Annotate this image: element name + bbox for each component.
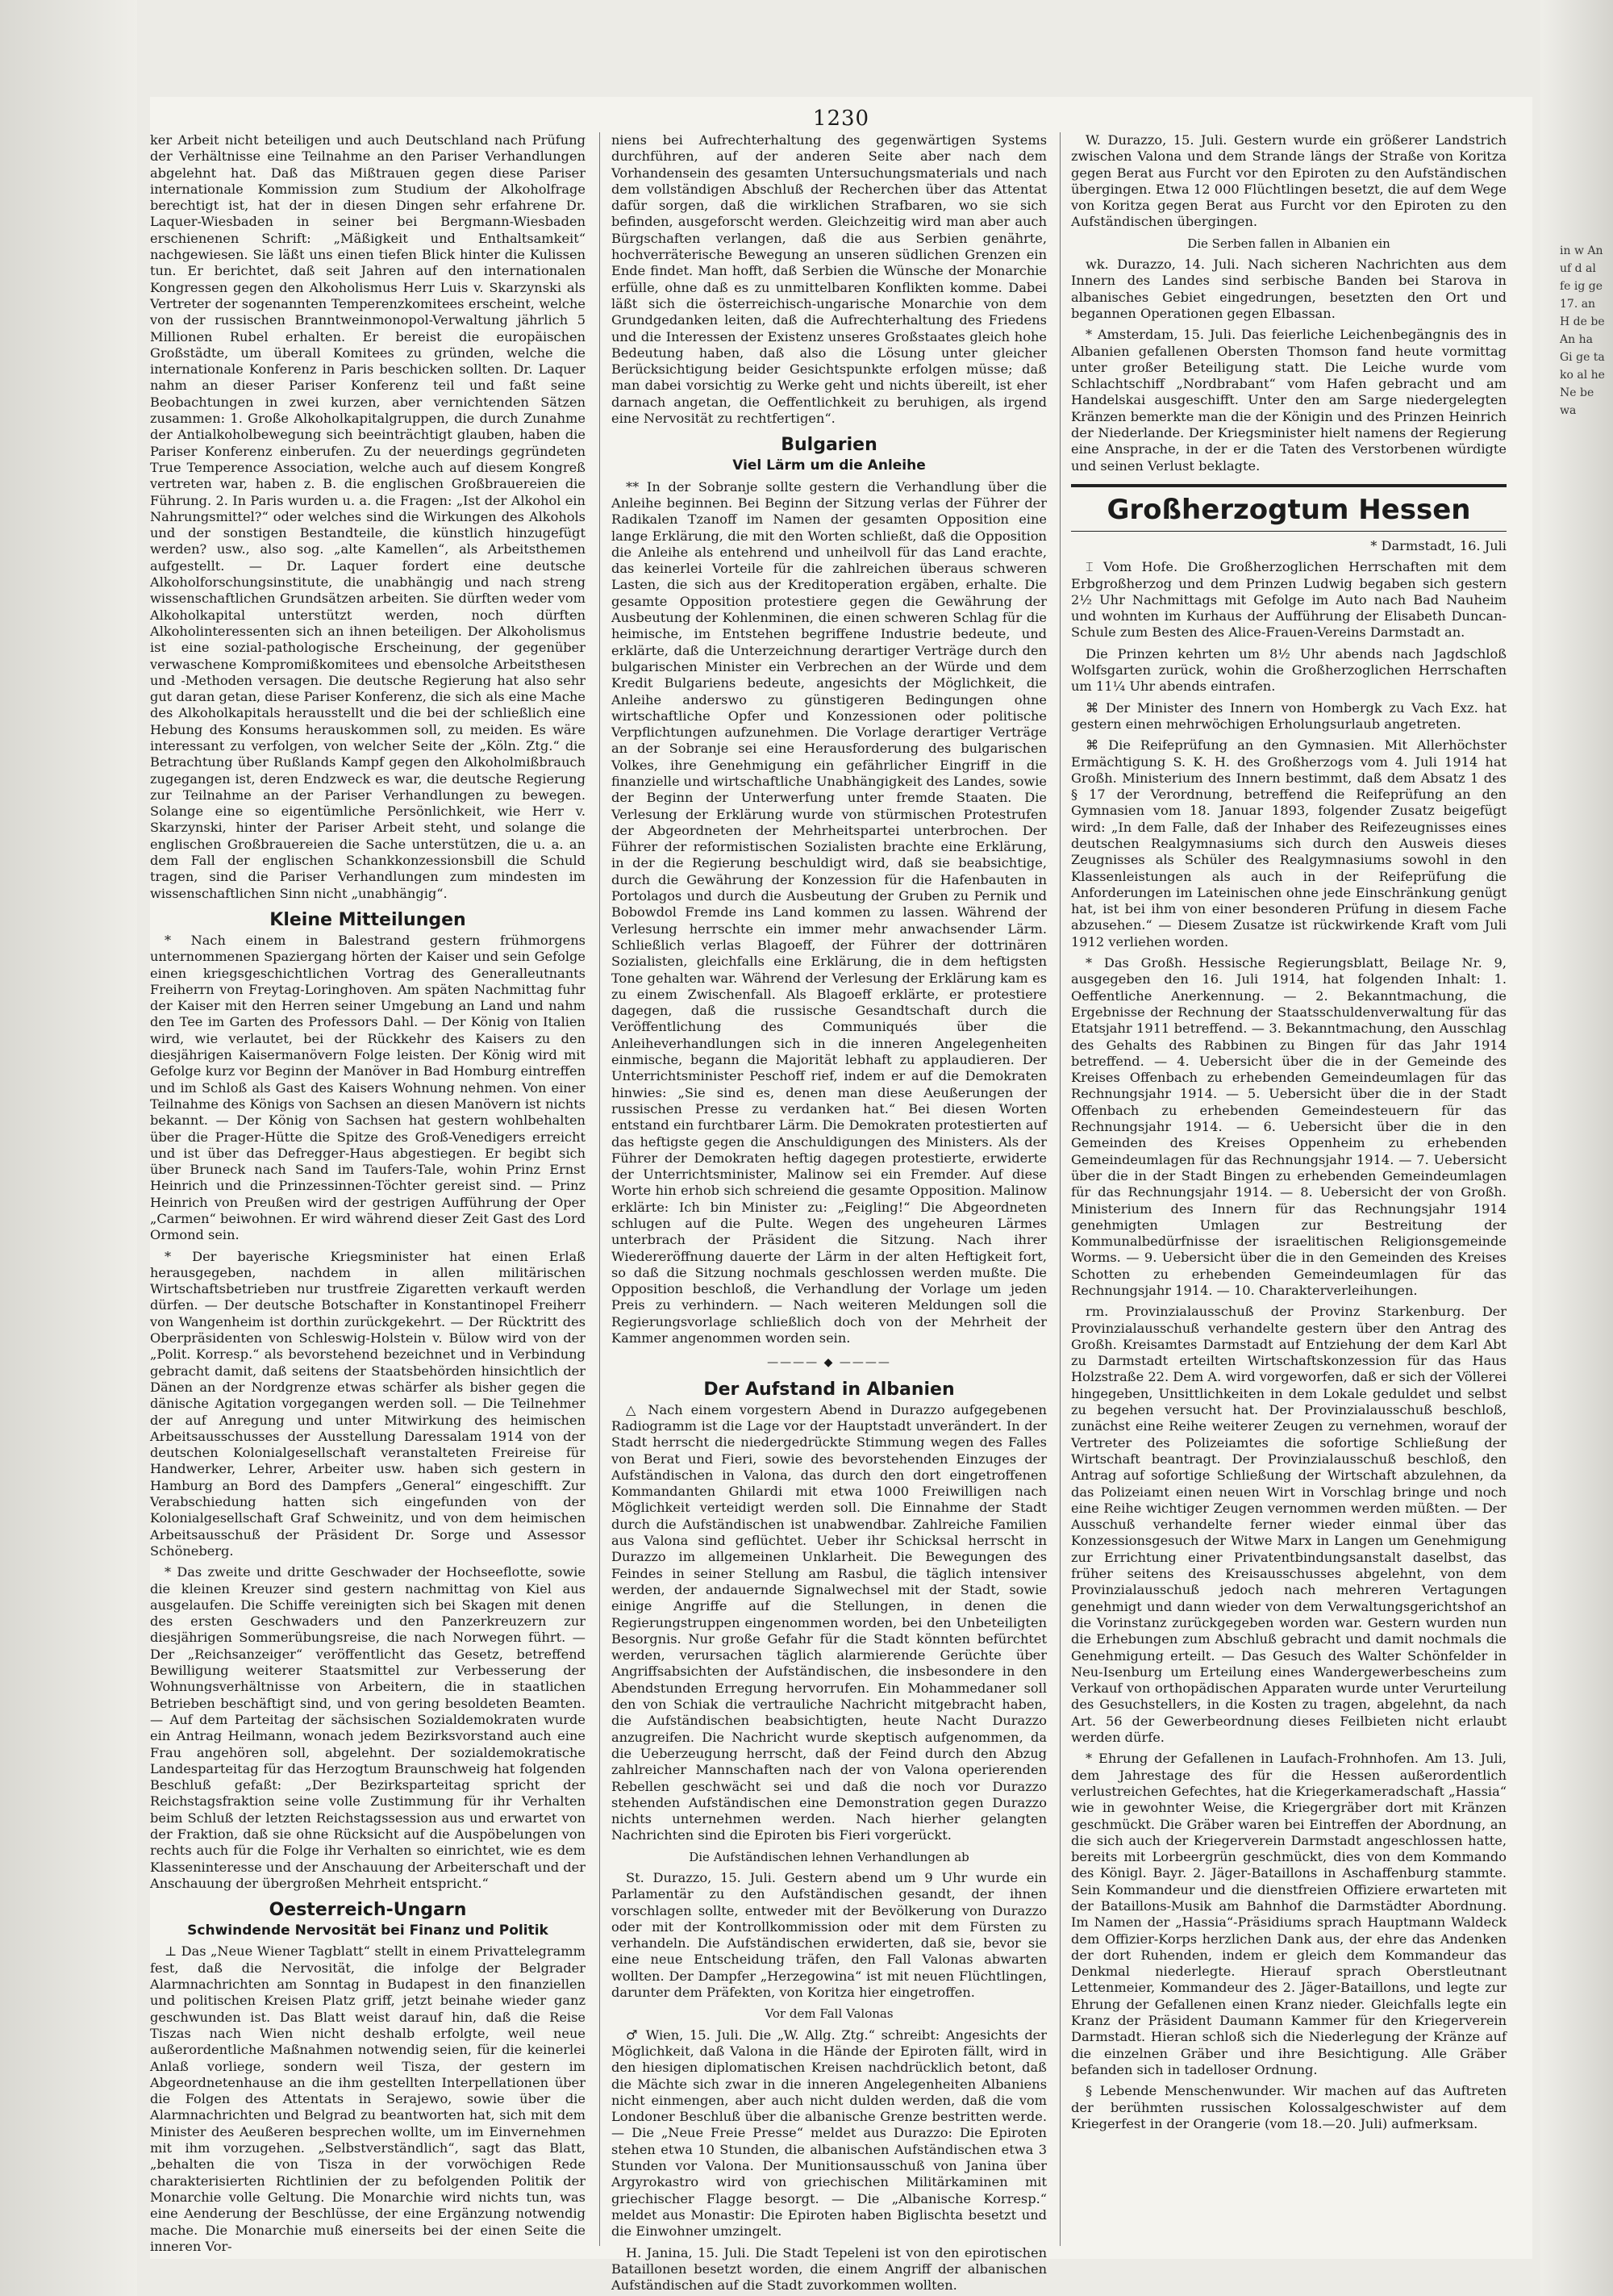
page-number: 1230: [812, 106, 870, 131]
article-paragraph: * Amsterdam, 15. Juli. Das feierliche Leichenbegängnis des in Albanien gefallenen Obersten Thomson fand heute vormittag unter großer Beteiligung statt. Die Leiche wurde vom Schlachtschiff „Nordbrabant“ vom Hafen gebracht und am Handelskai ausgeschifft. Unter den am Sarge niedergelegten Kränzen bemerkte man die der Königin und des Prinzen Heinrich der Niederlande. Der Kriegsminister hielt namens der Regierung eine Ansprache, in der er die Taten des Verstorbenen würdigte und seinen Verlust beklagte.: [1071, 327, 1507, 474]
section-heading-kleine-mitteilungen: Kleine Mitteilungen: [269, 909, 466, 930]
article-paragraph: St. Durazzo, 15. Juli. Gestern abend um 9 Uhr wurde ein Parlamentär zu den Aufständischen gesandt, der ihnen vorschlagen sollte, entweder mit der Bevölkerung von Durazzo oder mit der Kontrollkommission oder mit dem Fürsten zu verhandeln. Die Aufständischen erwiderten, daß sie, bevor sie eine neue Entscheidung träfen, den Fall Valonas abwarten wollten. Der Dampfer „Herzegowina“ ist mit neuen Flüchtlingen, darunter dem Präfekten, von Koritza hier eingetroffen.: [611, 1869, 1047, 2001]
article-paragraph: * Nach einem in Balestrand gestern frühmorgens unternommenen Spaziergang hörten der Kaiser und sein Gefolge einen kriegsgeschichtlichen Vortrag des Generalleutnants Freiherrn von Freytag-Loringhoven. Am späten Nachmittag fuhr der Kaiser mit den Herren seiner Umgebung an Land und nahm den Tee im Garten des Professors Dahl. — Der König von Italien wird, wie verlautet, bei der Rückkehr des Kaisers zu den diesjährigen Kaisermanövern Folge leisten. Der König wird mit Gefolge kurz vor Beginn der Manöver in Bad Homburg eintreffen und im Schloß als Gast des Kaisers Wohnung nehmen. Von einer Teilnahme des Königs von Sachsen an diesen Manövern ist nichts bekannt. — Der König von Sachsen hat gestern wohlbehalten über die Prager-Hütte die Spitze des Groß-Venedigers erreicht und ist über das Defregger-Haus abgestiegen. Er begibt sich über Bruneck nach Sand im Taufers-Tale, wohin Prinz Ernst Heinrich und die Prinzessinnen-Töchter gereist sind. — Prinz Heinrich von Preußen wird der gestrigen Aufführung der Oper „Carmen“ beiwohnen. Er wird während dieser Zeit Gast des Lord Ormond sein.: [150, 932, 586, 1243]
article-paragraph: ⌘ Der Minister des Innern von Hombergk zu Vach Exz. hat gestern einen mehrwöchigen Erholungsurlaub angetreten.: [1071, 699, 1507, 732]
article-paragraph: ⌘ Die Reifeprüfung an den Gymnasien. Mit Allerhöchster Ermächtigung S. K. H. des Großherzogs vom 4. Juli 1914 hat Großh. Ministerium des Innern bestimmt, daß dem Absatz 1 des § 17 der Verordnung, betreffend die Reifeprüfung an den Gymnasien vom 18. Januar 1893, folgender Zusatz beigefügt wird: „In dem Falle, daß der Inhaber des Reifezeugnisses eines deutschen Realgymnasiums sich durch den Ausweis dieses Zeugnisses als Schüler des Realgymnasiums sowohl in den Klassenleistungen als auch in der Reifeprüfung die Anforderungen im Lateinischen ohne jede Einschränkung genügt hat, ist bei ihm von einer besonderen Prüfung in diesem Fache abzusehen.“ — Diesem Zusatze ist rückwirkende Kraft vom Juli 1912 verliehen worden.: [1071, 737, 1507, 950]
section-heading-aufstand-albanien: Der Aufstand in Albanien: [703, 1379, 955, 1400]
column-rule: [599, 132, 600, 2246]
article-paragraph: * Das zweite und dritte Geschwader der Hochseeflotte, sowie die kleinen Kreuzer sind gestern nachmittag von Kiel aus ausgelaufen. Die Schiffe vereinigten sich bei Skagen mit denen des ersten Geschwaders und den Panzerkreuzern zur diesjährigen Sommerübungsreise, die nach Norwegen führt. — Der „Reichsanzeiger“ veröffentlicht das Gesetz, betreffend Bewilligung weiterer Staatsmittel zur Verbesserung der Wohnungsverhältnisse von Arbeitern, die in staatlichen Betrieben beschäftigt sind, und von gering besoldeten Beamten. — Auf dem Parteitag der sächsischen Sozialdemokraten wurde ein Antrag Heilmann, wonach jedem Bezirksvorstand auch eine Frau angehören soll, abgelehnt. Der sozialdemokratische Landesparteitag für das Herzogtum Braunschweig hat folgenden Beschluß gefaßt: „Der Bezirksparteitag spricht der Reichstagsfraktion seine volle Zustimmung für ihr Verhalten beim Schluß der letzten Reichstagssession aus und erwartet von der Fraktion, daß sie ohne Rücksicht auf die Auspöbelungen von rechts auch für die Folge ihr Verhalten so einrichtet, wie es dem Klasseninteresse und der Anschauung der Arbeiterschaft und der Anschauung der übergroßen Mehrheit entspricht.“: [150, 1564, 586, 1891]
article-paragraph: § Lebende Menschenwunder. Wir machen auf das Auftreten der berühmten russischen Kolossalgeschwister auf dem Kriegerfest in der Orangerie (vom 18.—20. Juli) aufmerksam.: [1071, 2083, 1507, 2131]
section-heading-oesterreich-ungarn: Oesterreich-Ungarn: [269, 1900, 467, 1921]
article-subheading: Vor dem Fall Valonas: [765, 2006, 894, 2022]
article-paragraph: wk. Durazzo, 14. Juli. Nach sicheren Nachrichten aus dem Innern des Landes sind serbische Banden bei Starova in albanisches Gebiet eingedrungen, besetzten den Ort und begannen Operationen gegen Elbassan.: [1071, 257, 1507, 321]
binding-left-shadow: [0, 0, 137, 2296]
article-paragraph: ⌶ Vom Hofe. Die Großherzoglichen Herrschaften mit dem Erbgroßherzog und dem Prinzen Ludwig begaben sich gestern 2½ Uhr Nachmittags mit Gefolge im Auto nach Bad Nauheim und wohnten im Kurhaus der Aufführung der Elisabeth Duncan-Schule zum Besten des Alice-Frauen-Vereins Darmstadt an.: [1071, 559, 1507, 641]
article-paragraph: rm. Provinzialausschuß der Provinz Starkenburg. Der Provinzialausschuß verhandelte gestern über den Antrag des Großh. Kreisamtes Darmstadt auf Entziehung der dem Karl Abt zu Darmstadt erteilten Wirtschaftskonzession für das Haus Holzstraße 22. Dem A. wird vorgeworfen, daß er sich der Völlerei hingegeben, Unsittlichkeiten in dem Lokale geduldet und selbst zu begehen versucht hat. Der Provinzialausschuß beschloß, zunächst eine Reihe weiterer Zeugen zu vernehmen, worauf der Vertreter des Polizeiamtes die sofortige Schließung der Wirtschaft beantragt. Der Provinzialausschuß beschloß, den Antrag auf sofortige Schließung der Wirtschaft abzulehnen, da das Polizeiamt einen neuen Wirt in Vorschlag bringe und noch eine Reihe wichtiger Zeugen vernommen werden müßten. — Der Ausschuß verhandelte ferner wieder einmal über das Konzessionsgesuch der Witwe Marx in Langen um Genehmigung zur Errichtung einer Privatentbindungsanstalt daselbst, das früher seitens des Kreisausschusses abgelehnt, von dem Provinzialausschuß jedoch nach mehreren Vertagungen genehmigt und dann wieder von dem Verwaltungsgerichtshof an die Vorinstanz zurückgegeben worden war. Gestern wurden nun die Erhebungen zum Abschluß gebracht und damit nochmals die Genehmigung erteilt. — Das Gesuch des Walter Schönfelder in Neu-Isenburg um Erteilung eines Wandergewerbescheins zum Verkauf von orthopädischen Apparaten wurde unter Verurteilung des Gesuchstellers, in die Kosten zu tragen, abgelehnt, da nach Art. 56 der Gewerbeordnung dieses Feilbieten nicht erlaubt werden dürfe.: [1071, 1304, 1507, 1746]
article-paragraph: ♂ Wien, 15. Juli. Die „W. Allg. Ztg.“ schreibt: Angesichts der Möglichkeit, daß Valona in die Hände der Epiroten fällt, wird in den hiesigen diplomatischen Kreisen nachdrücklich betont, daß die Mächte sich zwar in die inneren Angelegenheiten Albaniens nicht einmengen, aber auch nicht dulden werden, daß die vom Londoner Beschluß über die albanische Grenze bestritten werde. — Die „Neue Freie Presse“ meldet aus Durazzo: Die Epiroten stehen etwa 10 Stunden, die albanischen Aufständischen etwa 3 Stunden vor Valona. Der Munitionsausschuß von Janina über Argyrokastro wird von griechischen Militärkaminen mit griechischer Flagge besorgt. — Die „Albanische Korresp.“ meldet aus Monastir: Die Epiroten haben Biglischta besetzt und die Einwohner umzingelt.: [611, 2027, 1047, 2240]
article-paragraph: W. Durazzo, 15. Juli. Gestern wurde ein größerer Landstrich zwischen Valona und dem Strande längs der Straße von Koritza gegen Berat aus Furcht vor den Epiroten zu den Aufständischen übergingen. Etwa 12 000 Flüchtlingen besetzt, die auf dem Wege von Koritza gegen Berat aus Furcht vor den Epiroten zu den Aufständischen übergingen.: [1071, 132, 1507, 230]
column-3: [1071, 132, 1507, 2246]
article-paragraph: △ Nach einem vorgestern Abend in Durazzo aufgegebenen Radiogramm ist die Lage vor der Hauptstadt unverändert. In der Stadt herrscht die niedergedrückte Stimmung wegen des Falles von Berat und Fieri, sowie des bevorstehenden Einzuges der Aufständischen in Valona, das durch den dort eingetroffenen Kommandanten Ghilardi mit etwa 1000 Freiwilligen nach Möglichkeit verteidigt werden soll. Die Einnahme der Stadt durch die Aufständischen ist unabwendbar. Zahlreiche Familien aus Valona sind geflüchtet. Ueber ihr Schicksal herrscht in Durazzo im allgemeinen Unklarheit. Die Bewegungen des Feindes in seiner Stellung am Rasbul, die täglich intensiver werden, der andauernde Signalwechsel mit der Stadt, sowie einige Angriffe auf die Stellungen, in denen die Regierungstruppen eingenommen worden, bei den Unbeteiligten Besorgnis. Nur große Gefahr für die Stadt könnten befürchtet werden, verursachen täglich alarmierende Gerüchte über Angriffsabsichten der Aufständischen, die insbesondere in den Abendstunden Erregung hervorrufen. Ein Mohammedaner soll den von Schiak die vertrauliche Nachricht mitgebracht haben, die Aufständischen beabsichtigten, heute Nacht Durazzo anzugreifen. Die Nachricht wurde skeptisch aufgenommen, da die Ueberzeugung herrscht, daß der Feind durch den Abzug zahlreicher Mannschaften nach der von Valona operierenden Rebellen geschwächt sei und daß die noch vor Durazzo stehenden Aufständischen eine Demonstration gegen Durazzo nichts unternehmen werden. Nach hierher gelangten Nachrichten sind die Epiroten bis Fieri vorgerückt.: [611, 1401, 1047, 1843]
article-paragraph: * Ehrung der Gefallenen in Laufach-Frohnhofen. Am 13. Juli, dem Jahrestage des für die Hessen außerordentlich verlustreichen Gefechtes, hat die Kriegerkameradschaft „Hassia“ wie in gewohnter Weise, die Kriegergräber dort mit Kränzen geschmückt. Die Gräber waren bei Eintreffen der Abordnung, an die sich auch der Kriegerverein Darmstadt angeschlossen hatte, bereits mit Lorbeergrün geschmückt, dies von dem Kommando des Königl. Bayr. 2. Jäger-Bataillons in Aschaffenburg stammte. Sein Kommandeur und die dienstfreien Offiziere erwarteten mit der Bataillons-Musik am Bahnhof die Darmstädter Abordnung. Im Namen der „Hassia“-Präsidiums sprach Hauptmann Waldeck dem Offizier-Korps herzlichen Dank aus, der ehre das Andenken der dort Ruhenden, indem er gleich dem Kommandeur das Denkmal niederlegte. Hierauf sprach Oberstleutnant Lettenmeier, Kommandeur des 2. Jäger-Bataillons, und legte zur Ehrung der Gefallenen einen Kranz nieder. Gleichfalls legte ein Kranz der Präsident Daumann Kammer für den Kriegerverein Darmstadt. Hieran schloß sich die Niederlegung der Kränze auf die einzelnen Gräber und ihre Besichtigung. Alle Gräber befanden sich in tadelloser Ordnung.: [1071, 1751, 1507, 2077]
article-paragraph: H. Janina, 15. Juli. Die Stadt Tepeleni ist von den epirotischen Bataillonen besetzt worden, die einem Angriff der albanischen Aufständischen auf die Stadt zuvorkommen wollten.: [611, 2244, 1047, 2294]
column-2: [611, 132, 1047, 2294]
article-headline: Viel Lärm um die Anleihe: [732, 457, 926, 474]
article-paragraph: ⊥ Das „Neue Wiener Tagblatt“ stellt in einem Privattelegramm fest, daß die Nervosität, die infolge der Belgrader Alarmnachrichten am Sonntag in Budapest in den finanziellen und politischen Kreisen Platz griff, jetzt beinahe wieder ganz geschwunden ist. Das Blatt weist darauf hin, daß die Reise Tiszas nach Wien nicht deshalb erfolgte, weil neue außerordentliche Maßnahmen notwendig seien, für die keinerlei Anlaß vorliege, sondern weil Tisza, der gestern im Abgeordnetenhause an die ihm gestellten Interpellationen über die Folgen des Attentats in Serajewo, sowie über die Alarmnachrichten und Belgrad zu beantworten hat, sich mit dem Minister des Aeußeren besprechen wollte, um im Einvernehmen mit ihm vorzugehen. „Selbstverständlich“, sagt das Blatt, „behalten die von Tisza in der vorwöchigen Rede charakterisierten Richtlinien der zu befolgenden Politik der Monarchie volle Geltung. Die Monarchie wird nichts tun, was eine Aenderung der Beschlüsse, der eine Ergänzung notwendig mache. Die Monarchie muß einerseits bei der einen Seite die inneren Vor-: [150, 1943, 586, 2254]
section-divider: ———— ◆ ————: [767, 1356, 891, 1370]
article-headline: Schwindende Nervosität bei Finanz und Politik: [187, 1922, 548, 1939]
article-paragraph: * Das Großh. Hessische Regierungsblatt, Beilage Nr. 9, ausgegeben den 16. Juli 1914, hat folgenden Inhalt: 1. Oeffentliche Anerkennung. — 2. Bekanntmachung, die Ergebnisse der Rechnung der Staatsschuldenverwaltung für das Etatsjahr 1911 betreffend. — 3. Bekanntmachung, den Ausschlag des Gehalts des Rabbinen zu Bingen für das Jahr 1914 betreffend. — 4. Uebersicht über die in der Gemeinde des Kreises Offenbach zu erhebenden Gemeindeumlagen für das Rechnungsjahr 1914. — 5. Uebersicht über die in der Stadt Offenbach zu erhebenden Gemeindesteuern für das Rechnungsjahr 1914. — 6. Uebersicht über die in den Gemeinden des Kreises Oppenheim zu erhebenden Gemeindeumlagen für das Rechnungsjahr 1914. — 7. Uebersicht über die in der Stadt Bingen zu erhebenden Gemeindeumlagen für das Rechnungsjahr 1914. — 8. Uebersicht der von Großh. Ministerium des Innern für das Rechnungsjahr 1914 genehmigten Umlagen zur Bestreitung der Kommunalbedürfnisse der israelitischen Religionsgemeinde Worms. — 9. Uebersicht über die in den Gemeinden des Kreises Schotten zu erhebenden Gemeindeumlagen für das Rechnungsjahr 1914. — 10. Charakterverleihungen.: [1071, 955, 1507, 1298]
article-paragraph: * Der bayerische Kriegsminister hat einen Erlaß herausgegeben, nachdem in allen militärischen Wirtschaftsbetrieben nur trustfreie Zigaretten verkauft werden dürfen. — Der deutsche Botschafter in Konstantinopel Freiherr von Wangenheim ist dorthin zurückgekehrt. — Der Rücktritt des Oberpräsidenten von Schleswig-Holstein v. Bülow wird von der „Polit. Korresp.“ als bevorstehend bezeichnet und in Verbindung gebracht damit, daß seitens der Staatsbehörden hinsichtlich der Dänen an der Nordgrenze etwas schärfer als bisher gegen die dänische Agitation vorgegangen werden soll. — Die Teilnehmer der auf Anregung und unter Mitwirkung des heimischen Arbeitsausschusses der Ausstellung Daressalam 1914 von der deutschen Kolonialgesellschaft veranstalteten Freireise für Handwerker, Lehrer, Arbeiter usw. haben sich gestern in Hamburg an Bord des Dampfers „General“ eingeschifft. Zur Verabschiedung hatten sich eingefunden von der Kolonialgesellschaft Graf Schweinitz, und von dem heimischen Arbeitsausschuß der Präsident Dr. Sorge und Assessor Schöneberg.: [150, 1248, 586, 1559]
article-subheading: Die Serben fallen in Albanien ein: [1187, 236, 1390, 251]
section-heading-bulgarien: Bulgarien: [781, 435, 877, 456]
adjacent-page-edge-text: in w An uf d al fe ig ge 17. an H de be An ha Gi ge ta ko al he Ne be wa: [1560, 244, 1605, 417]
article-paragraph: ker Arbeit nicht beteiligen und auch Deutschland nach Prüfung der Verhältnisse eine Teilnahme an den Pariser Verhandlungen abgelehnt hat. Daß das Mißtrauen gegen diese Pariser internationale Kommission zum Studium der Alkoholfrage berechtigt ist, hat der in diesen Dingen sehr erfahrene Dr. Laquer-Wiesbaden in seiner bei Bergmann-Wiesbaden erschienenen Schrift: „Mäßigkeit und Enthaltsamkeit“ nachgewiesen. Sie läßt uns einen tiefen Blick hinter die Kulissen tun. Er berichtet, daß seit Jahren auf den internationalen Kongressen gegen den Alkoholismus Herr Luis v. Skarzynski als Vertreter der sogenannten Temperenzkomitees erscheint, welche von der russischen Branntweinmonopol-Verwaltung jährlich 5 Millionen Rubel erhalten. Er bereist die europäischen Großstädte, um überall Komitees zu gründen, welche die internationale Konferenz in Paris beschicken sollten. Dr. Laquer nahm an dieser Pariser Konferenz teil und faßt seine Beobachtungen in zwei kurzen, aber vernichtenden Sätzen zusammen: 1. Große Alkoholkapitalgruppen, die durch Zunahme der Antialkoholbewegung sich beeinträchtigt glauben, haben die Pariser Konferenz einberufen. Zu der neuerdings gegründeten True Temperence Association, welche auch auf diesem Kongreß vertreten war, haben z. B. die englischen Großbrauereien die Führung. 2. In Paris wurden u. a. die Fragen: „Ist der Alkohol ein Nahrungsmittel?“ oder welches sind die Wirkungen des Alkohols und der sonstigen Bestandteile, die künstlich hinzugefügt werden? usw., also sog. „alte Kamellen“, als Arbeitsthemen aufgestellt. — Dr. Laquer fordert eine deutsche Alkoholforschungsinstitute, die unabhängig und nach streng wissenschaftlichen Grundsätzen arbeiten. Sie dürften weder vom Alkoholkapital unterstützt werden, noch dürften Alkoholinteressenten sich an ihnen beteiligen. Der Alkoholismus ist eine sozial-pathologische Erscheinung, der gegenüber verwaschene Kompromißkomitees und ebensolche Arbeitsthesen und -Methoden versagen. Die deutsche Regierung hat also sehr gut daran getan, diese Pariser Konferenz, die sich als eine Mache des Alkoholkapitals herausstellt und die bei der schließlich eine Hebung des Konsums herauskommen soll, zu meiden. Es wäre interessant zu verfolgen, von welcher Seite der „Köln. Ztg.“ die Betrachtung über Rußlands Kampf gegen den Alkoholmißbrauch zugegangen ist, deren Endzweck es war, die deutsche Regierung zur Teilnahme an der Pariser Verhandlungen zu bewegen. Solange eine so eigentümliche Persönlichkeit, wie Herr v. Skarzynski, hinter der Pariser Arbeit steht, und solange die englischen Großbrauereien die Sache unterstützen, die u. a. an dem Fall der englischen Schankkonzessionsbill die Schuld tragen, sind die Pariser Verhandlungen zum mindesten im wissenschaftlichen Sinn nicht „unabhängig“.: [150, 132, 586, 901]
column-1: [150, 132, 586, 2254]
article-paragraph: Die Prinzen kehrten um 8½ Uhr abends nach Jagdschloß Wolfsgarten zurück, wohin die Großherzoglichen Herrschaften um 11¼ Uhr abends eintrafen.: [1071, 645, 1507, 695]
column-rule: [1060, 132, 1061, 2246]
dateline: * Darmstadt, 16. Juli: [1370, 537, 1507, 553]
newspaper-page: [150, 97, 1532, 2294]
article-subheading: Die Aufständischen lehnen Verhandlungen ab: [689, 1849, 969, 1864]
section-heading-grossherzogtum-hessen: Großherzogtum Hessen: [1071, 484, 1507, 532]
article-paragraph: ** In der Sobranje sollte gestern die Verhandlung über die Anleihe beginnen. Bei Beginn der Sitzung verlas der Führer der Radikalen Tzanoff im Namen der gesamten Opposition eine lange Erklärung, die mit den Worten schließt, daß die Opposition die Anleihe als entehrend und unheilvoll für das Land erachte, das keinerlei Vorteile für die zahlreichen überaus schweren Lasten, die sich aus der Kreditoperation ergäben, erhalte. Die gesamte Opposition protestiere gegen die Gewährung der Ausbeutung der Kohlenminen, die einen schweren Schlag für die heimische, im Entstehen begriffene Industrie bedeute, und erklärte, daß die Unterzeichnung derartiger Verträge durch den bulgarischen Minister ein Verbrechen an der Würde und dem Kredit Bulgariens bedeute, angesichts der Möglichkeit, die Anleihe anderswo zu günstigeren Bedingungen ohne wirtschaftliche Opfer und Konzessionen oder politische Verpflichtungen aufzunehmen. Die Vorlage derartiger Verträge an der Sobranje sei eine Herausforderung des bulgarischen Volkes, ihre Genehmigung ein gefährlicher Eingriff in die finanzielle und wirtschaftliche Unabhängigkeit des Landes, sowie der Beginn der Unterwerfung unter fremde Staaten. Die Verlesung der Erklärung wurde von stürmischen Protestrufen der Abgeordneten der Mehrheitspartei unterbrochen. Der Führer der reformistischen Sozialisten brachte eine Erklärung, in der die Regierung beschuldigt wird, daß sie beabsichtige, durch die Gewährung der Konzession für die Hafenbauten in Portolagos und durch die Ausbeutung der Gruben zu Pernik und Bobowdol Fremde ins Land kommen zu lassen. Während der Verlesung herrschte ein immer mehr anwachsender Lärm. Schließlich verlas Blagoeff, der Führer der dottrinären Sozialisten, gleichfalls eine Erklärung, die in dem heftigsten Tone gehalten war. Während der Verlesung der Erklärung kam es zu einem Zwischenfall. Als Blagoeff erklärte, er protestiere dagegen, daß die russische Gesandtschaft durch die Veröffentlichung des Communiqués über die Anleiheverhandlungen sich in die inneren Angelegenheiten einmische, begann die Majorität lebhaft zu applaudieren. Der Unterrichtsminister Peschoff rief, indem er auf die Demokraten hinwies: „Sie sind es, denen man diese Aeußerungen der russischen Presse zu verdanken hat.“ Bei diesen Worten entstand ein furchtbarer Lärm. Die Demokraten protestierten auf das heftigste gegen die Anschuldigungen des Ministers. Als der Führer der Demokraten heftig dagegen protestierte, erwiderte der Unterrichtsminister, Malinow sei ein Fremder. Auf diese Worte hin erhob sich schreiend die gesamte Opposition. Malinow erklärte: Ich bin Minister zu: „Feigling!“ Die Abgeordneten schlugen auf die Pulte. Wegen des ungeheuren Lärmes unterbrach der Präsident die Sitzung. Nach ihrer Wiedereröffnung dauerte der Lärm in der alten Heftigkeit fort, so daß die Sitzung nochmals geschlossen werden mußte. Die Opposition beschloß, die Verhandlung der Vorlage um jeden Preis zu verhindern. — Nach weiteren Meldungen soll die Regierungsvorlage schließlich doch von der Mehrheit der Kammer angenommen worden sein.: [611, 478, 1047, 1346]
article-paragraph: niens bei Aufrechterhaltung des gegenwärtigen Systems durchführen, auf der anderen Seite aber nach dem Vorhandensein des gesamten Untersuchungsmaterials und nach dem vollständigen Abschluß der Recherchen über das Attentat dafür sorgen, daß die wirklichen Strafbaren, wo sie sich befinden, ausgeforscht werden. Gleichzeitig wird man aber auch Bürgschaften verlangen, daß die aus Serbien genährte, hochverräterische Bewegung an unseren südlichen Grenzen ein Ende findet. Man hofft, daß Serbien die Wünsche der Monarchie erfülle, ohne daß es zu unmittelbaren Konflikten komme. Dabei läßt sich die österreichisch-ungarische Monarchie von dem Grundgedanken leiten, daß die Aufrechterhaltung des Friedens und die Interessen der Existenz unseres Großstaates gleich hohe Bedeutung haben, daß also die Lösung unter gleicher Berücksichtigung beider Gesichtspunkte erfolgen müsse; daß man dabei vorsichtig zu Werke geht und nichts übereilt, ist eher darnach angetan, die Oeffentlichkeit zu beruhigen, als irgend eine Nervosität zu rechtfertigen“.: [611, 132, 1047, 427]
